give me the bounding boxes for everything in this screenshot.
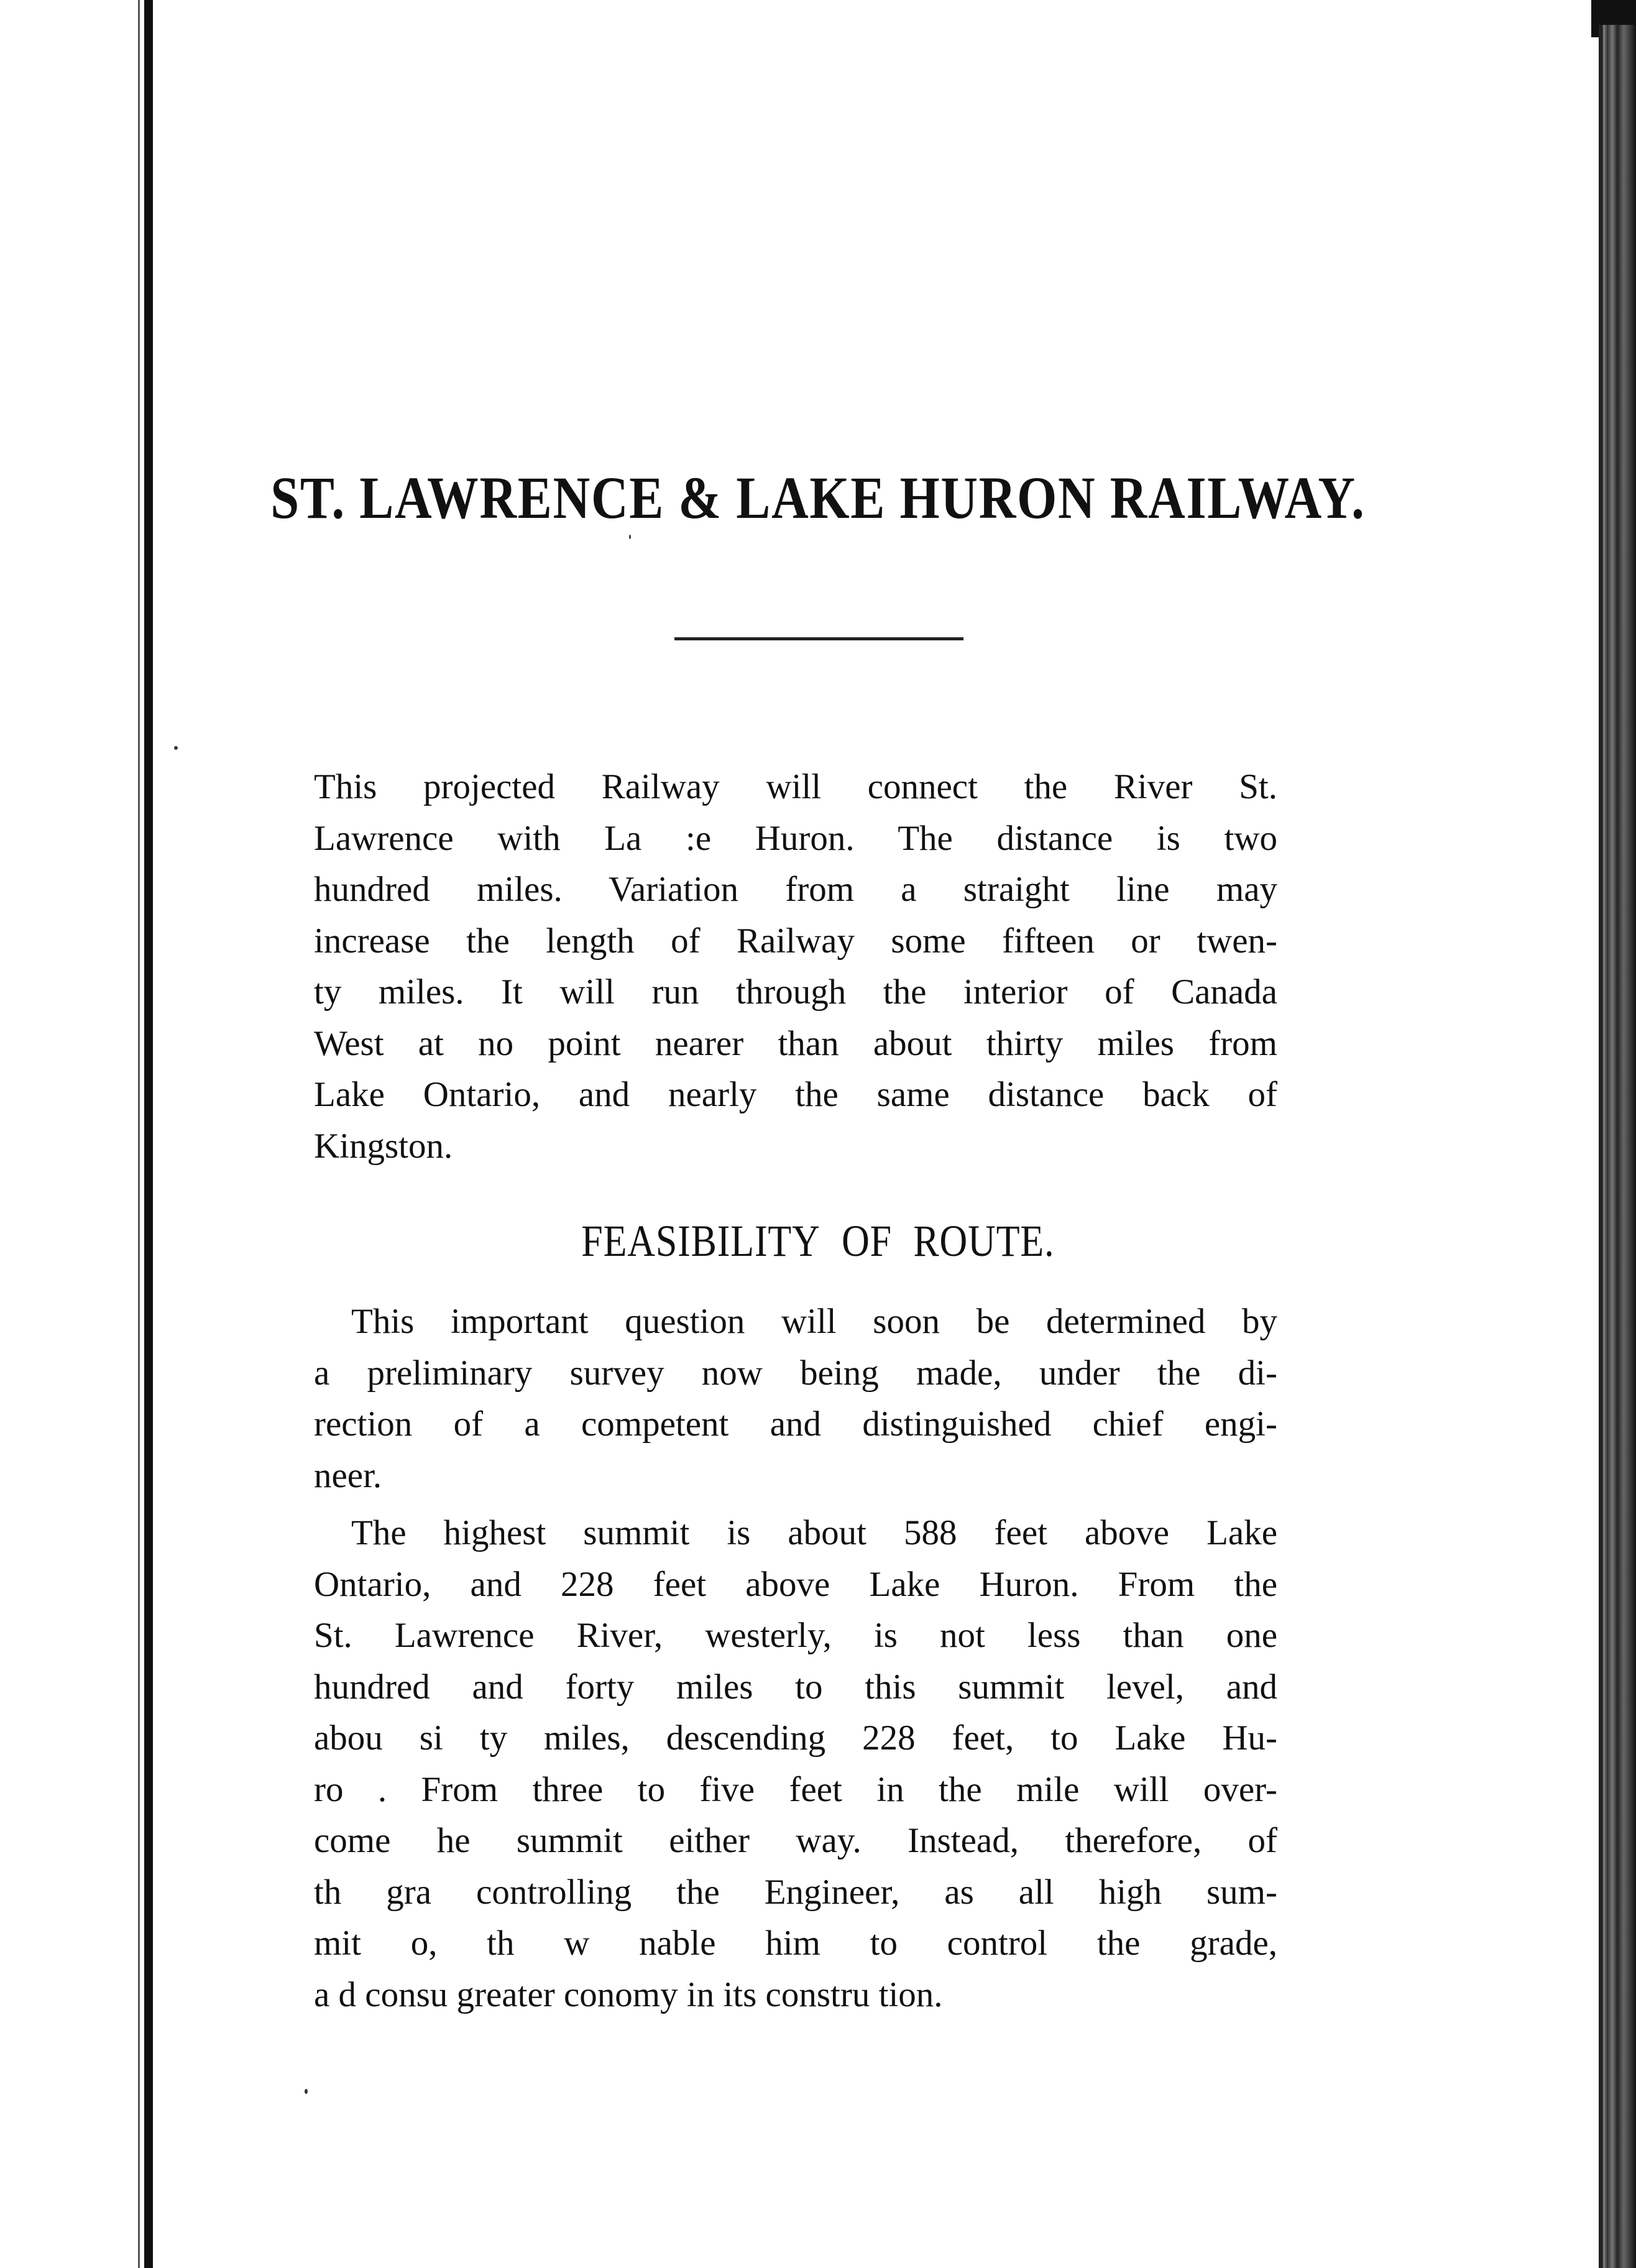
text-line: hundred and forty miles to this summit level, and	[314, 1667, 1277, 1707]
text-line: rection of a competent and distinguished chief engi-	[314, 1404, 1277, 1444]
section-heading	[114, 1215, 1522, 1267]
text-line: mit o, th w nable him to control the grade,	[314, 1924, 1277, 1963]
section-heading-word: ROUTE.	[913, 1216, 1055, 1266]
section-heading-word: OF	[842, 1216, 892, 1266]
scan-speck	[174, 746, 178, 750]
page-title: ST. LAWRENCE & LAKE HURON RAILWAY.	[270, 464, 1366, 531]
text-line: Ontario, and 228 feet above Lake Huron. From the	[314, 1564, 1277, 1604]
text-line: The highest summit is about 588 feet above Lake	[351, 1513, 1277, 1552]
summit-paragraph	[314, 1508, 1277, 2021]
text-line: neer.	[314, 1455, 382, 1495]
scan-speck	[305, 2089, 308, 2094]
section-heading-word: FEASIBILITY	[581, 1216, 820, 1266]
text-line: Lake Ontario, and nearly the same distance back of	[314, 1075, 1277, 1114]
text-line: come he summit either way. Instead, therefore, of	[314, 1821, 1277, 1860]
text-line: This projected Railway will connect the River St.	[314, 767, 1277, 806]
text-line: This important question will soon be determined by	[351, 1302, 1277, 1341]
intro-paragraph	[314, 762, 1277, 1172]
text-line: increase the length of Railway some fifteen or twen-	[314, 921, 1277, 961]
scan-speck	[629, 535, 631, 539]
page-edge-stack	[1599, 25, 1636, 2268]
text-line: a preliminary survey now being made, under the di-	[314, 1353, 1277, 1393]
text-line: West at no point nearer than about thirty miles from	[314, 1023, 1277, 1063]
text-line: th gra controlling the Engineer, as all high sum-	[314, 1872, 1277, 1912]
text-line: Kingston.	[314, 1126, 453, 1166]
text-line: St. Lawrence River, westerly, is not less than one	[314, 1616, 1277, 1655]
binding-edge-line	[138, 0, 140, 2268]
text-line: ty miles. It will run through the interior of Canada	[314, 972, 1277, 1012]
text-line: Lawrence with La :e Huron. The distance is two	[314, 818, 1277, 858]
text-line: hundred miles. Variation from a straight line may	[314, 870, 1277, 909]
text-line: ro . From three to five feet in the mile will over-	[314, 1769, 1277, 1809]
text-line: a d consu greater conomy in its constru tion.	[314, 1975, 943, 2014]
title-rule	[674, 637, 963, 640]
binding-edge	[144, 0, 153, 2268]
text-line: abou si ty miles, descending 228 feet, to Lake Hu-	[314, 1718, 1277, 1758]
feasibility-paragraph	[314, 1296, 1277, 1501]
